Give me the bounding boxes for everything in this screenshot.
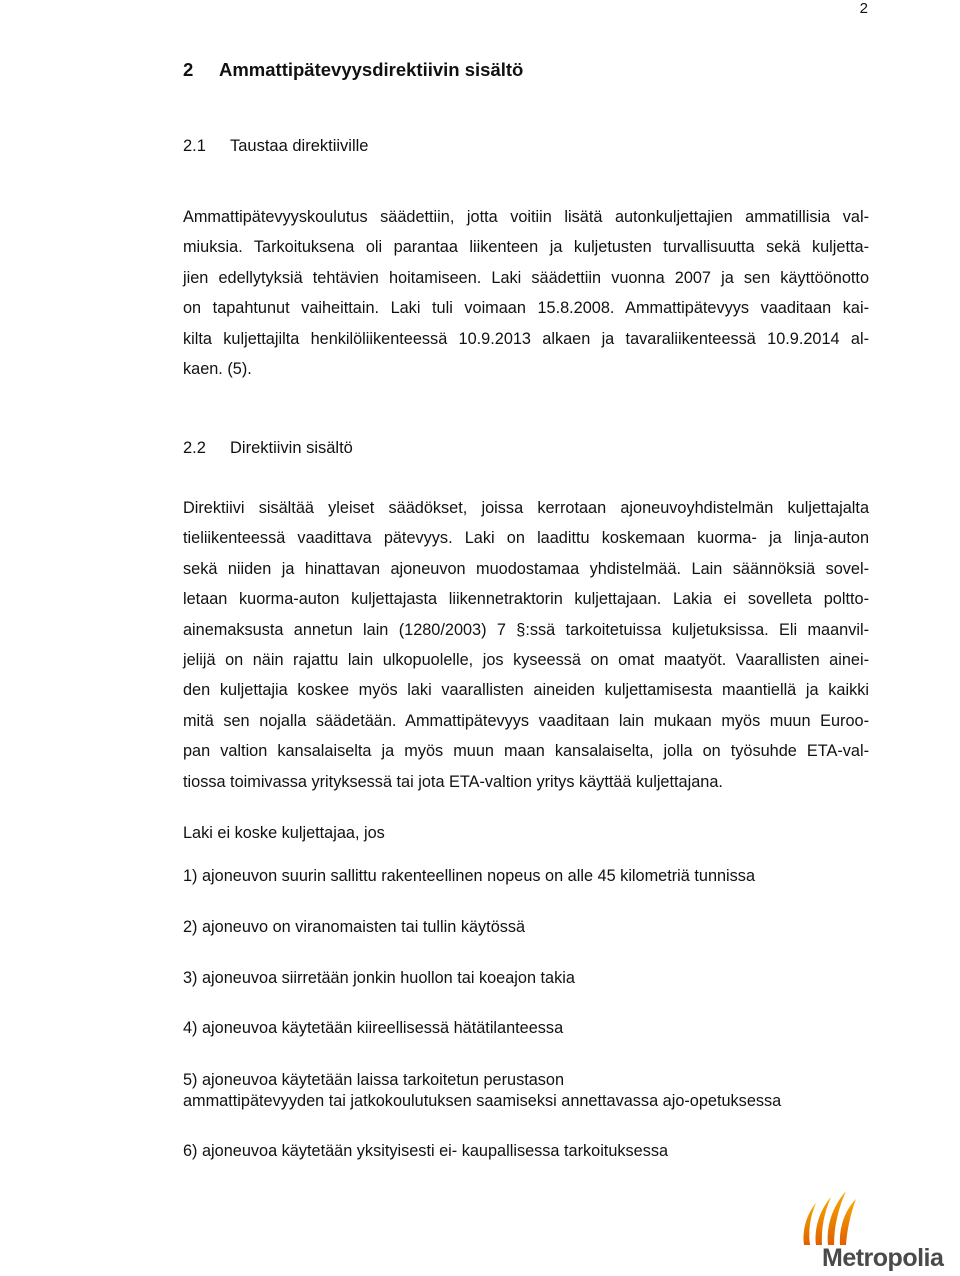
text-line: miuksia. Tarkoituksena oli parantaa liikenteen ja kuljetusten turvallisuutta sekä kuljetta- bbox=[183, 238, 869, 257]
text-line: kaen. (5). bbox=[183, 360, 252, 379]
section-title: Taustaa direktiiville bbox=[230, 137, 369, 155]
text-line: ainemaksusta annetun lain (1280/2003) 7 §:ssä tarkoitetuissa kuljetuksissa. Eli maanvil- bbox=[183, 620, 869, 639]
text-line: jien edellytyksiä tehtävien hoitamiseen. Laki säädettiin vuonna 2007 ja sen käyttöönotto bbox=[183, 268, 869, 287]
list-item: 6) ajoneuvoa käytetään yksityisesti ei- kaupallisessa tarkoituksessa bbox=[183, 1142, 669, 1160]
metropolia-logo-text: Metropolia bbox=[822, 1244, 944, 1272]
list-item-continued: ammattipätevyyden tai jatkokoulutuksen saamiseksi annettavassa ajo-opetuksessa bbox=[183, 1092, 782, 1110]
paragraph-background bbox=[183, 202, 869, 384]
text-line: mitä sen nojalla säädetään. Ammattipätevyys vaaditaan lain mukaan myös muun Euroo- bbox=[183, 711, 869, 730]
section-title: Direktiivin sisältö bbox=[230, 439, 353, 457]
text-line: Ammattipätevyyskoulutus säädettiin, jotta voitiin lisätä autonkuljettajien ammatillisia val- bbox=[183, 208, 869, 226]
text-line: Direktiivi sisältää yleiset säädökset, joissa kerrotaan ajoneuvoyhdistelmän kuljettajalta bbox=[183, 499, 869, 517]
text-line: sekä niiden ja hinattavan ajoneuvon muodostamaa yhdistelmää. Lain säännöksiä sovel- bbox=[183, 559, 869, 578]
page-number: 2 bbox=[859, 0, 868, 17]
text-line: on tapahtunut vaiheittain. Laki tuli voimaan 15.8.2008. Ammattipätevyys vaaditaan kai- bbox=[183, 299, 869, 318]
chapter-heading bbox=[183, 58, 523, 82]
section-heading-2-1 bbox=[183, 135, 368, 157]
text-line: den kuljettajia koskee myös laki vaarallisten aineiden kuljettamisesta maantiellä ja kaikki bbox=[183, 681, 869, 700]
text-line: tiossa toimivassa yrityksessä tai jota ETA-valtion yritys käyttää kuljettajana. bbox=[183, 772, 723, 791]
text-line: pan valtion kansalaiselta ja myös muun maan kansalaiselta, jolla on työsuhde ETA-val- bbox=[183, 742, 869, 761]
section-number: 2.2 bbox=[183, 439, 206, 457]
section-heading-2-2 bbox=[183, 437, 353, 459]
text-line: jelijä on näin rajattu lain ulkopuolelle, jos kyseessä on omat maatyöt. Vaarallisten ainei- bbox=[183, 651, 869, 670]
list-item: 3) ajoneuvoa siirretään jonkin huollon tai koeajon takia bbox=[183, 969, 575, 987]
text-line: kilta kuljettajilta henkilöliikenteessä 10.9.2013 alkaen ja tavaraliikenteessä 10.9.2014 al- bbox=[183, 329, 869, 348]
list-item: 4) ajoneuvoa käytetään kiireellisessä hätätilanteessa bbox=[183, 1019, 564, 1037]
list-intro: Laki ei koske kuljettajaa, jos bbox=[183, 824, 385, 842]
chapter-number: 2 bbox=[183, 59, 194, 80]
section-number: 2.1 bbox=[183, 137, 206, 155]
list-item: 5) ajoneuvoa käytetään laissa tarkoitetun perustason bbox=[183, 1071, 565, 1089]
paragraph-contents bbox=[183, 493, 869, 797]
list-item: 2) ajoneuvo on viranomaisten tai tullin käytössä bbox=[183, 918, 526, 936]
text-line: tieliikenteessä vaadittava pätevyys. Laki on laadittu koskemaan kuorma- ja linja-auton bbox=[183, 529, 869, 548]
text-line: letaan kuorma-auton kuljettajasta liikennetraktorin kuljettajaan. Lakia ei sovelleta poltto- bbox=[183, 590, 869, 609]
chapter-title: Ammattipätevyysdirektiivin sisältö bbox=[219, 59, 524, 80]
list-item: 1) ajoneuvon suurin sallittu rakenteellinen nopeus on alle 45 kilometriä tunnissa bbox=[183, 867, 756, 885]
